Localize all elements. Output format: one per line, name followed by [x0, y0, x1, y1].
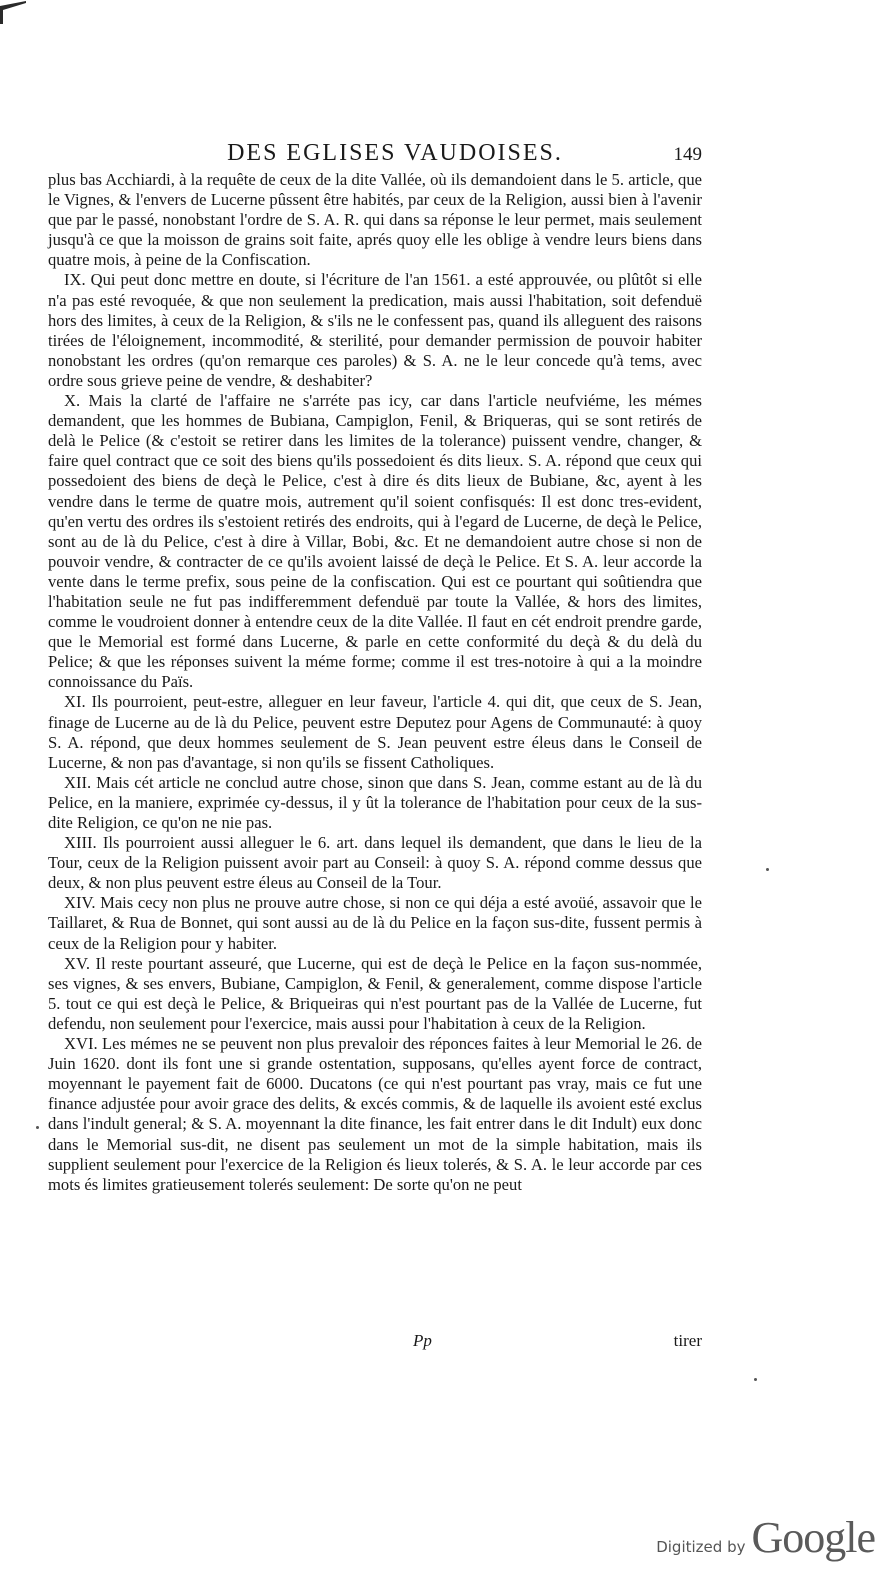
margin-speck [36, 1126, 39, 1129]
page-number: 149 [673, 144, 702, 165]
page-footer [48, 1331, 702, 1353]
margin-speck [766, 868, 769, 871]
running-title: DES EGLISES VAUDOISES. [227, 140, 563, 166]
paragraph-article-xv: XV. Il reste pourtant asseuré, que Lucerne, qui est de deçà le Pelice en la façon sus-nommée, ses vignes, & ses envers, Bubiane, Campiglon, & Fenil, & generalement, comme dispose l'article 5. tout ce qui est deçà le Pelice, & Briqueiras qui n'est pourtant pas de la Vallée de Lucerne, fut defendu, non seulement pour l'exercice, mais aussi pour l'habitation à ceux de la Religion. [48, 953, 702, 1033]
signature-mark: Pp [413, 1331, 432, 1350]
margin-speck [754, 1378, 757, 1381]
digitized-by-label: Digitized by [656, 1538, 746, 1556]
paragraph-article-xi: XI. Ils pourroient, peut-estre, alleguer en leur faveur, l'article 4. qui dit, que ceux de S. Jean, finage de Lucerne au de là du Pelice, peuvent estre Deputez pour Agens de Communauté: à quoy S. A. répond, que deux hommes seulement de S. Jean peuvent estre éleus dans le Conseil de Lucerne, & non pas d'avantage, si non qu'ils se fissent Catholiques. [48, 692, 702, 772]
paragraph-article-xvi: XVI. Les mémes ne se peuvent non plus prevaloir des réponces faites à leur Memorial le 26. de Juin 1620. dont ils font une si grande ostentation, supposans, qu'elles ayent force de contract, moyennant le payement fait de 6000. Ducatons (ce qui n'est pourtant pas vray, mais ce fut une finance adjustée pour avoir grace des delits, & excés commis, & de laquelle ils avoient esté exclus dans l'indult general; & S. A. moyennant la dite finance, les fait entrer dans le dit Indult) eux donc dans le Memorial sus-dit, ne disent pas seulement un mot de la simple habitation, mais ils supplient seulement pour l'exercice de la Religion és lieux tolerés, & S. A. le leur accorde par ces mots és limites gratieusement tolerés seulement: De sorte qu'on ne peut [48, 1034, 702, 1194]
paragraph-article-xii: XII. Mais cét article ne conclud autre chose, sinon que dans S. Jean, comme estant au de là du Pelice, en la maniere, exprimée cy-dessus, il y ût la tolerance de l'habitation pour ceux de la sus-dite Religion, ce qu'on ne nie pas. [48, 772, 702, 832]
paragraph-article-ix: IX. Qui peut donc mettre en doute, si l'écriture de l'an 1561. a esté approuvée, ou plûtôt si elle n'a pas esté revoquée, & que non seulement la predication, mais aussi l'habitation, soit defenduë hors des limites, à ceux de la Religion, & s'ils ne le confessent pas, quand ils alleguent des raisons tirées de l'éloignement, incommodité, & sterilité, pour demander permission de pouvoir habiter nonobstant les ordres (qu'on remarque ces paroles) & S. A. ne le leur concede qu'à tems, avec ordre sous grieve peine de vendre, & deshabiter? [48, 270, 702, 390]
paragraph-article-xiv: XIV. Mais cecy non plus ne prouve autre chose, si non ce qui déja a esté avoüé, assavoir que le Taillaret, & Rua de Bonnet, qui sont aussi au de là du Pelice en la façon sus-dite, fussent permis à ceux de la Religion pour y habiter. [48, 893, 702, 953]
page-corner-mark [0, 0, 28, 24]
page-header [40, 140, 750, 172]
catchword: tirer [673, 1331, 702, 1350]
google-logo: Google [751, 1513, 875, 1562]
paragraph-article-x: X. Mais la clarté de l'affaire ne s'arréte pas icy, car dans l'article neufviéme, les mémes demandent, que les hommes de Bubiana, Campiglon, Fenil, & Briqueras, qui se sont retirés de delà le Pelice (& c'estoit se retirer dans les limites de la tolerance) puissent vendre, changer, & faire quel contract que ce soit des biens qu'ils possedoient és dits lieux. S. A. répond que ceux qui possedoient des biens de deçà le Pelice, c'est à dire és dits lieux de Bubiane, &c, ayent à les vendre dans le terme de quatre mois, autrement qu'il soient confisqués: Il est donc tres-evident, qu'en vertu des ordres ils s'estoient retirés des endroits, qui à l'egard de Lucerne, de deçà le Pelice, sont au de là du Pelice, c'est à dire à Villar, Bobi, &c. Et ne demandoient autre chose si non de pouvoir vendre, & contracter de ce qu'ils avoient laissé de deçà le Pelice. Et S. A. leur accorde la vente dans le terme prefix, sous peine de la confiscation. Qui est ce pourtant qui soûtiendra que l'habitation seule ne fut pas indifferemment defenduë par toute la Vallée, & hors des limites, comme le voudroient donner à entendre ceux de la dite Vallée. Il faut en cét endroit prendre garde, que le Memorial est formé dans Lucerne, & parle en cette conformité du deçà & du delà du Pelice; & que les réponses suivent la méme forme; comme il est tres-notoire à qui a la moindre connoissance du Païs. [48, 391, 702, 692]
body-text [48, 170, 702, 1195]
paragraph-article-xiii: XIII. Ils pourroient aussi alleguer le 6. art. dans lequel ils demandent, que dans le lieu de la Tour, ceux de la Religion puissent avoir part au Conseil: à quoy S. A. répond comme dessus que deux, & non plus peuvent estre éleus au Conseil de la Tour. [48, 833, 702, 893]
paragraph-continuation: plus bas Acchiardi, à la requête de ceux de la dite Vallée, où ils demandoient dans le 5. article, que le Vignes, & l'envers de Lucerne pûssent être habités, par ceux de la Religion, aussi bien à l'avenir que par le passé, nonobstant l'ordre de S. A. R. qui dans sa réponse le leur permet, mais seulement jusqu'à ce que la moisson de grains soit faite, aprés quoy elle les oblige à vendre leurs biens dans quatre mois, à peine de la Confiscation. [48, 170, 702, 270]
google-watermark [656, 1512, 875, 1563]
